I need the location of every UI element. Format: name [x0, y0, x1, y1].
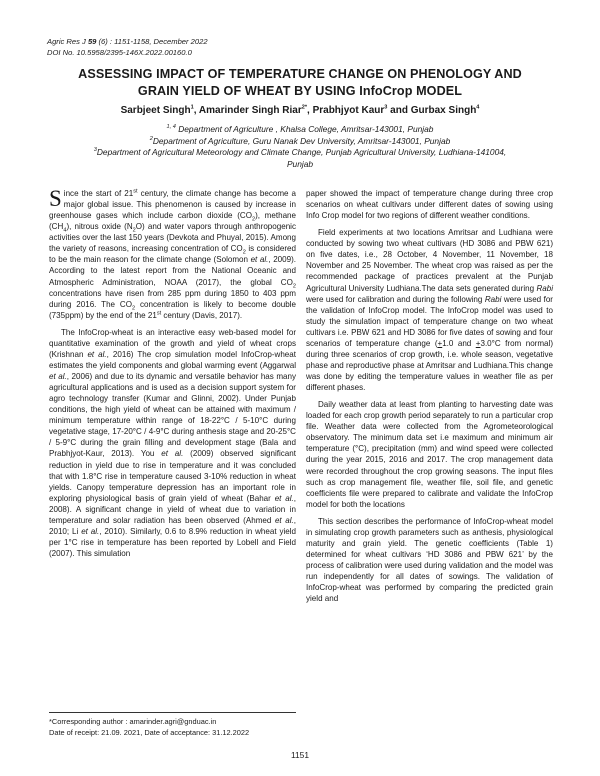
affiliation-line: $^{1, 4}$ Department of Agriculture , Khalsa College, Amritsar-143001, Punjab: [166, 124, 434, 134]
body-paragraph: The InfoCrop-wheat is an interactive easy web-based model for quantitative examination of the growth and yield of wheat crops (Krishnan et al., 2016) The crop simulation model InfoCrop-wheat estimates the yield components and global warming event (Aggarwal et al., 2006) and due to its dynamic and versatile behavior has many agricultural applications and is used as a decision support system for agro technology transfer (Kumar and Glinni, 2002). Under Punjab conditions, the high yield of wheat can be attained with maximum / minimum temperature within range of 18-22°C / 5-10°C during vegetative stage, 17-20°C / 4-9°C during anthesis stage and 20-25°C / 5-9°C during the grain filling and development stage (Bala and Prabhjyot-Kaur, 2013). You et al. (2009) observed significant reduction in yield due to rise in temperature and it was concluded that with 1.8°C rise in temperature caused 3-10% reduction in wheat yields. Canopy temperature depression has an important role in exploring physiological basis of grain yield of wheat (Bahar et al., 2008). A significant change in yield of wheat due to variation in temperature and solar radiation has been observed (Ahmed et al., 2010; Li et al., 2010). Similarly, 0.6 to 8.9% reduction in wheat yield per 1°C rise in temperature has been reported by Lobell and Field (2007). This simulation: [49, 327, 297, 558]
corresponding-author: *Corresponding author : amarinder.agri@gnduac.in: [49, 717, 217, 726]
author-name: Sarbjeet Singh: [120, 105, 191, 116]
doi-line[interactable]: DOI No. 10.5958/2395-146X.2022.00160.0: [47, 48, 192, 57]
intro-paragraph: Since the start of 21st century, the climate change has become a major global issue. This phenomenon is caused by increase in greenhouse gases which include carbon dioxide $(CO_2)$, methane $(CH_4)$, nitrous oxide $(N_2O)$ and water vapors through anthropogenic activities over the last 150 years (Devkota and Phuyal, 2015). Among the variety of reasons, increasing concentration of $CO_2$ is considered to be the main reason for the climate change (Solomon et al., 2009). According to the latest report from the National Oceanic and Atmospheric Administration, NOAA (2017), the global $CO_2$ concentrations have risen from 285 ppm during 1850 to 403 ppm during 2016. The $CO_2$ concentration is likely to become double (735ppm) by the end of the 21st century (Davis, 2017).: [49, 186, 297, 320]
journal-citation: [47, 36, 208, 58]
affiliations: [30, 124, 570, 170]
body-paragraph: Field experiments at two locations Amritsar and Ludhiana were conducted by sowing two wheat cultivars (HD 3086 and PBW 621) on five dates, i.e., 28 October, 4 November, 11 November, 18 November and 25 November. The wheat crop was raised as per the recommended package of practices prevalent at the Punjab Agricultural University Ludhiana.The data sets generated during Rabi were used for calibration and during the following Rabi were used for the validation of InfoCrop model. The InfoCrop model was used to study the simulation impact of temperature change on two wheat cultivars i.e. PBW 621 and HD 3086 for five dates of sowing and four scenarios of temperature change (+1.0 and +3.0°C from normal) during three scenarios of crop growth, i.e. whole season, vegetative phase and reproductive phase at Amritsar and Ludhiana.This change was done by editing the temperature values in weather file as per different phases.: [306, 228, 553, 393]
page-number: 1151: [290, 750, 309, 760]
citation-line: Agric Res J 59 (6) : 1151-1158, December 2022: [47, 37, 208, 46]
volume-number: 59: [87, 37, 97, 46]
author-name: Gurbax Singh: [410, 105, 477, 116]
right-column: [306, 188, 553, 610]
body-paragraph: paper showed the impact of temperature change during three crop scenarios on wheat cultivars under different dates of sowing using Info Crop model for two regions of different weather conditions.: [306, 189, 553, 221]
body-paragraph: Daily weather data at least from planting to harvesting date was loaded for each crop growth period separately to run a particular crop file. Weather data were collected from the Agrometeorological observatory. The minimum data set i.e maximum and minimum air temperature (°C), precipitation (mm) and wind speed were collected during the year 2015, 2016 and 2017. The crop management data were recorded throughout the crop growing seasons. The input files such as crop management file, weather file, soil file, and genetic coefficients file were prepared to calibrate and validate the InfoCrop model for both the locations: [306, 400, 553, 509]
paper-title: ASSESSING IMPACT OF TEMPERATURE CHANGE ON PHENOLOGY AND GRAIN YIELD OF WHEAT BY USING InfoCrop MODEL: [78, 67, 522, 98]
left-column: [49, 188, 296, 565]
author-name: Prabhjyot Kaur: [312, 105, 385, 116]
receipt-dates: Date of receipt: 21.09. 2021, Date of acceptance: 31.12.2022: [49, 728, 250, 737]
author-list: Sarbjeet Singh$^1$, Amarinder Singh Riar$^{2*}$, Prabhjyot Kaur$^3$ and Gurbax Singh$^4$: [120, 104, 480, 116]
footnote-divider: [49, 712, 296, 713]
author-name: Amarinder Singh Riar: [198, 105, 302, 116]
footnote: [49, 716, 296, 738]
drop-cap: S: [49, 186, 62, 211]
affiliation-line: $^3$Department of Agricultural Meteorology and Climate Change, Punjab Agricultural University, Ludhiana-141004,: [93, 147, 507, 157]
affiliation-line: $^2$Department of Agriculture, Guru Nanak Dev University, Amritsar-143001, Punjab: [149, 135, 451, 146]
affiliation-line: Punjab: [286, 158, 314, 169]
body-paragraph: This section describes the performance of InfoCrop-wheat model in simulating crop growth parameters such as anthesis, physiological maturity and grain yield. The genetic coefficients (Table 1) determined for wheat cultivars ‘HD 3086 and PBW 621’ by the process of calibration were used during validation and the model was run independently for all dates of sowings. The validation of InfoCrop-wheat was performed by comparing the predicted grain yield and: [306, 516, 553, 604]
